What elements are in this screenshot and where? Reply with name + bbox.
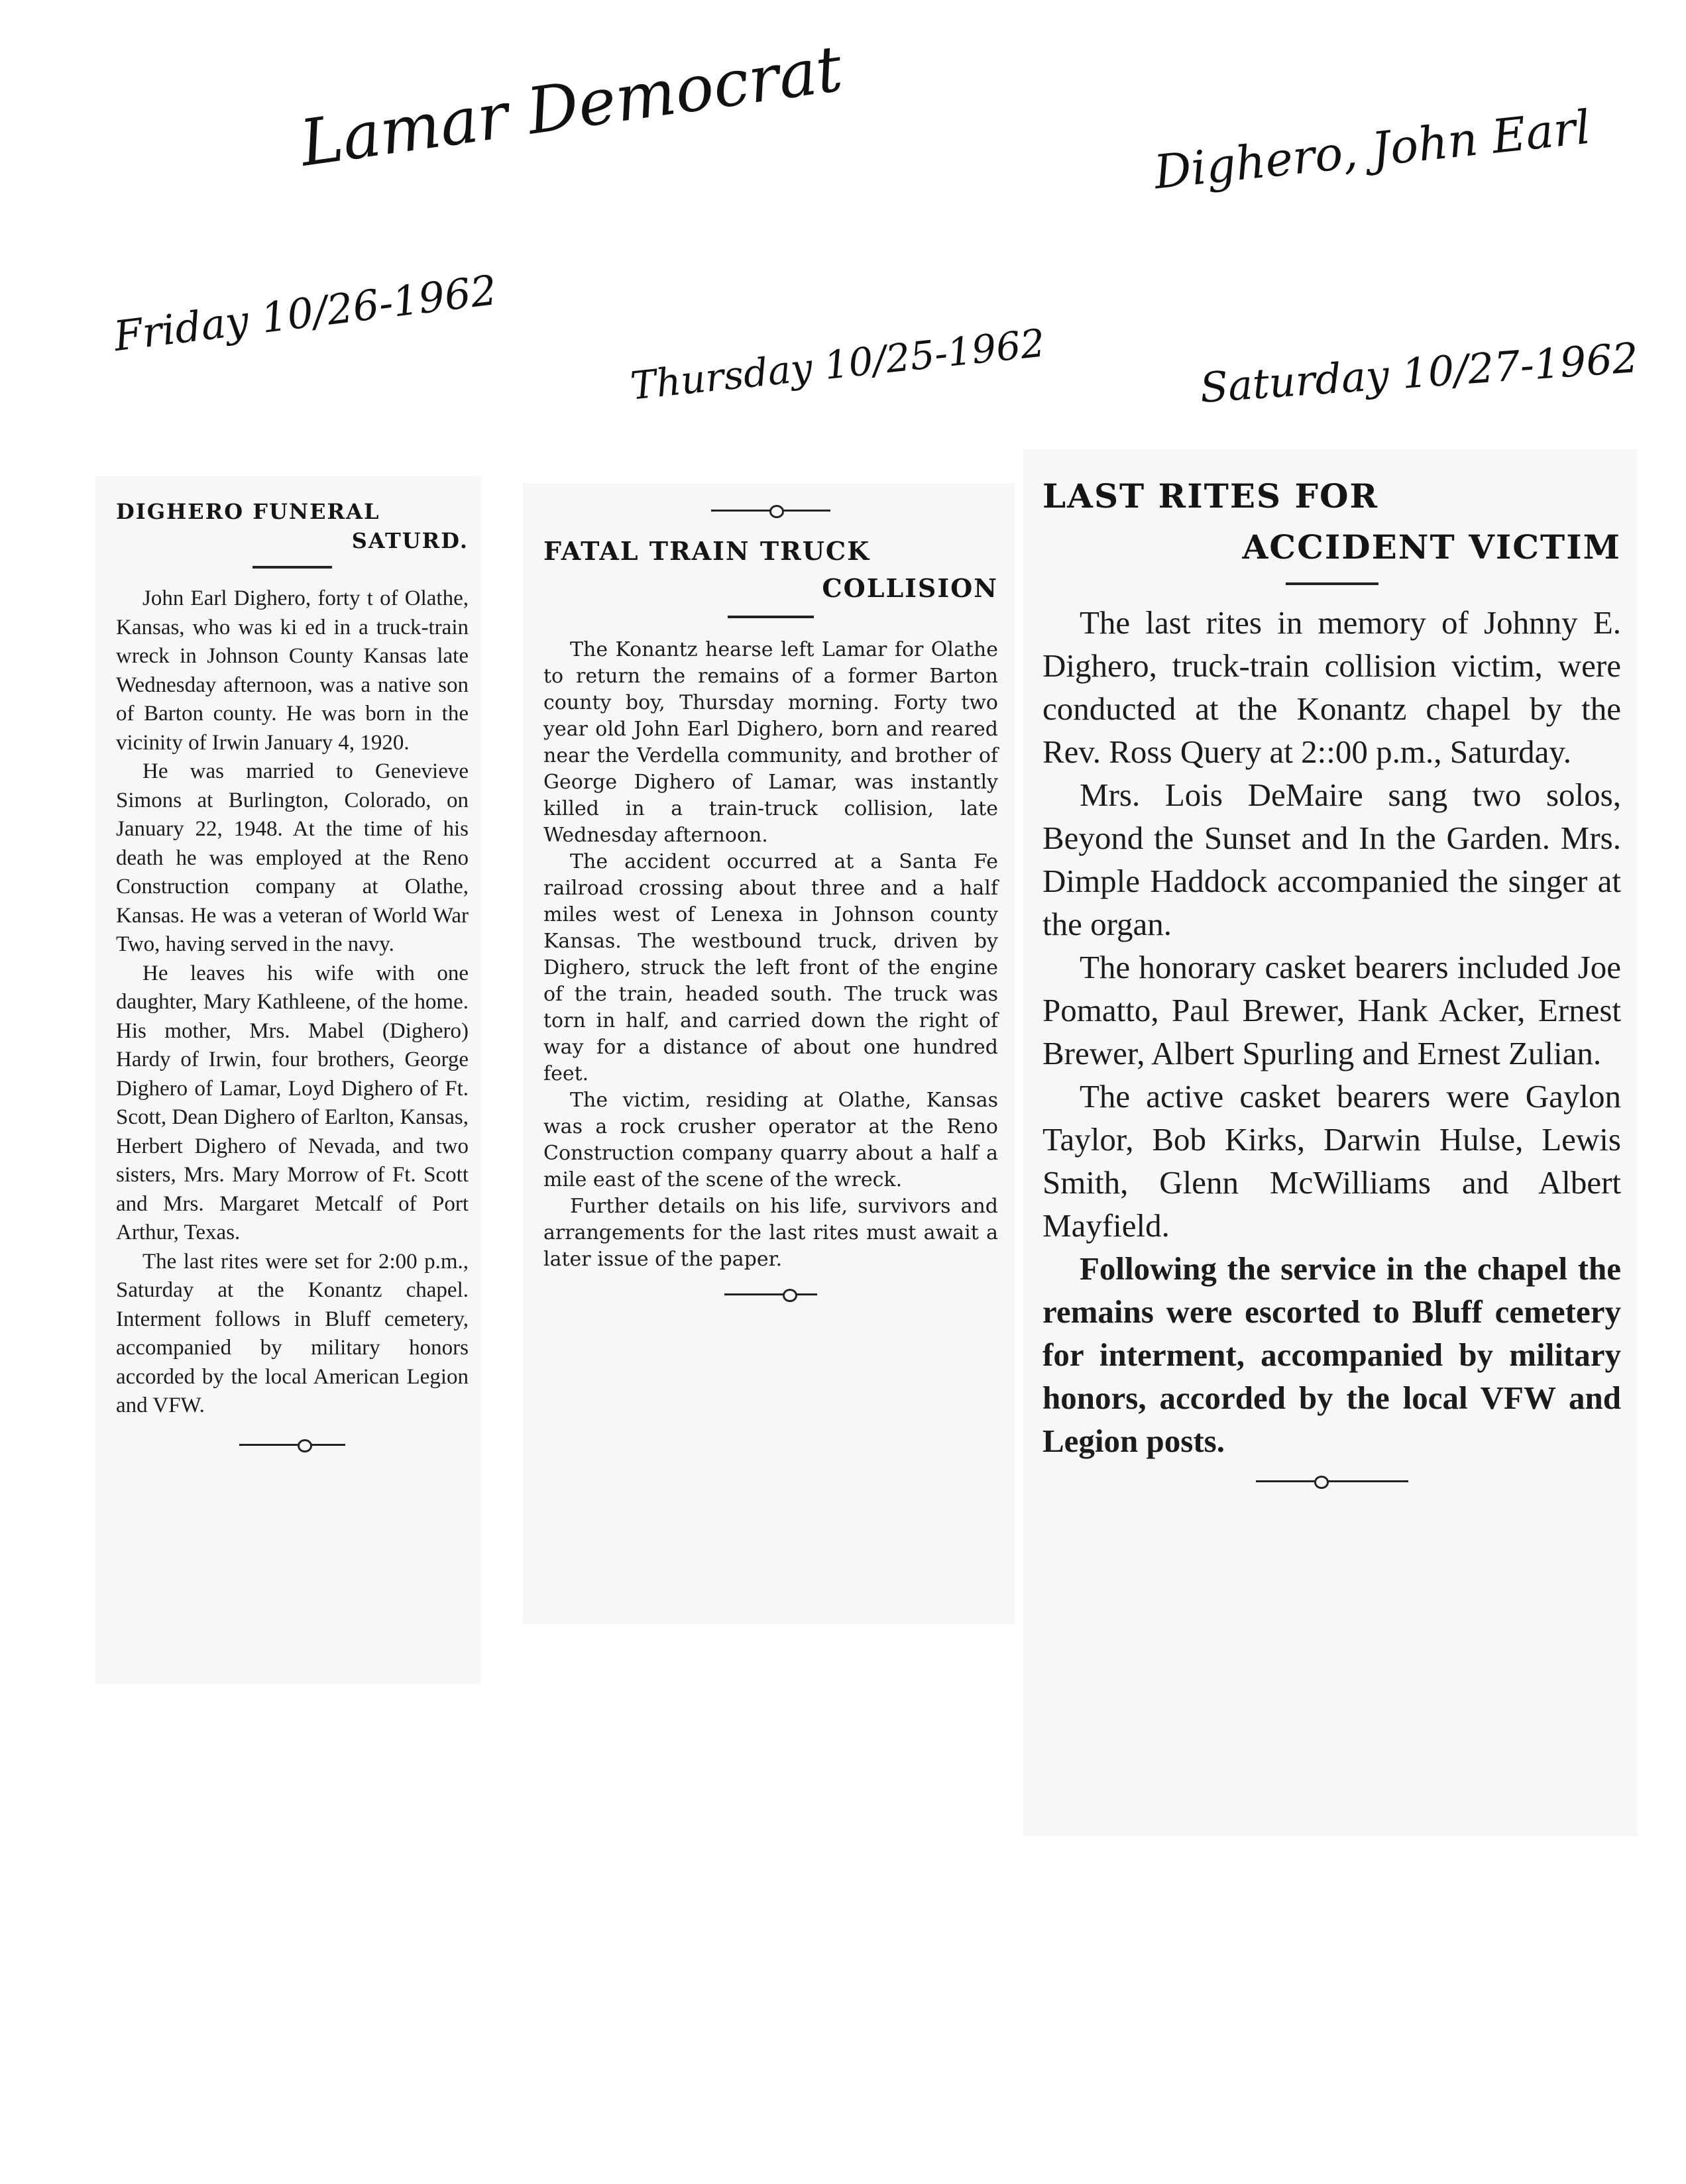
clipping-dighero-funeral [96,477,480,1683]
article-paragraph: The honorary casket bearers included Joe Pomatto, Paul Brewer, Hank Acker, Ernest Brewer, Albert Spurling and Ernest Zulian. [1042,949,1621,1071]
clipping-fatal-train-truck-collision [524,484,1014,1623]
article-paragraph: The Konantz hearse left Lamar for Olathe to return the remains of a former Barton county boy, Thursday morning. Forty two year old John Earl Dighero, born and reared near the Verdella community, and brother of George Dighero of Lamar, was instantly killed in a train-truck collision, late Wednesday afternoon. [543,638,998,847]
headline-line-2: SATURD. [351,528,469,553]
end-mark [724,1287,817,1301]
handwritten-date-center: Thursday 10/25-1962 [628,320,1047,409]
headline-line-2: ACCIDENT VICTIM [1242,527,1621,567]
article-paragraph: Further details on his life, survivors and arrangements for the last rites must await a later issue of the paper. [543,1195,998,1271]
handwritten-date-left: Friday 10/26-1962 [111,265,500,361]
headline-rule [1286,582,1378,585]
headline-line-1: FATAL TRAIN TRUCK [543,536,871,566]
article-paragraph: The victim, residing at Olathe, Kansas was a rock crusher operator at the Reno Construction company quarry about a half a mile east of the scene of the wreck. [543,1089,998,1191]
handwritten-publication: Lamar Democrat [296,31,847,181]
article-paragraph: Mrs. Lois DeMaire sang two solos, Beyond the Sunset and In the Garden. Mrs. Dimple Haddock accompanied the singer at the organ. [1042,777,1621,942]
headline-line-1: DIGHERO FUNERAL [116,499,380,524]
article-paragraph: He leaves his wife with one daughter, Mary Kathleene, of the home. His mother, Mrs. Mabel (Dighero) Hardy of Irwin, four brothers, George Dighero of Lamar, Loyd Dighero of Ft. Scott, Dean Dighero of Earlton, Kansas, Herbert Dighero of Nevada, and two sisters, Mrs. Mary Morrow of Ft. Scott and Mrs. Margaret Metcalf of Port Arthur, Texas. [116,961,469,1244]
article-body [116,584,469,1421]
end-mark [239,1438,345,1451]
article-paragraph: The active casket bearers were Gaylon Taylor, Bob Kirks, Darwin Hulse, Lewis Smith, Glenn McWilliams and Albert Mayfield. [1042,1078,1621,1244]
handwritten-subject-name: Dighero, John Earl [1151,99,1593,200]
article-body [1042,601,1621,1462]
article-paragraph: The last rites were set for 2:00 p.m., Saturday at the Konantz chapel. Interment follows in Bluff cemetery, accompanied by military honors accorded by the local American Legion and VFW. [116,1249,469,1417]
top-mark [711,504,830,517]
headline-line-1: LAST RITES FOR [1042,476,1379,516]
headline-rule [253,566,332,569]
article-paragraph: He was married to Genevieve Simons at Burlington, Colorado, on January 22, 1948. At the time of his death he was employed at the Reno Construction company at Olathe, Kansas. He was a veteran of World War Two, having served in the navy. [116,759,469,956]
end-mark [1256,1474,1408,1488]
handwritten-date-right: Saturday 10/27-1962 [1198,333,1640,413]
clipping-last-rites-accident-victim [1024,451,1637,1835]
article-paragraph: Following the service in the chapel the remains were escorted to Bluff cemetery for interment, accompanied by military honors, accorded by the local VFW and Legion posts. [1042,1250,1621,1459]
article-body [543,637,998,1273]
article-paragraph: John Earl Dighero, forty t of Olathe, Kansas, who was ki ed in a truck-train wreck in Johnson County Kansas late Wednesday afternoon, was a native son of Barton county. He was born in the vicinity of Irwin January 4, 1920. [116,586,469,755]
article-paragraph: The accident occurred at a Santa Fe railroad crossing about three and a half miles west of Lenexa in Johnson county Kansas. The westbound truck, driven by Dighero, struck the left front of the engine of the train, headed south. The truck was torn in half, and carried down the right of way for a distance of about one hundred feet. [543,850,998,1085]
headline-rule [728,616,814,618]
article-paragraph: The last rites in memory of Johnny E. Dighero, truck-train collision victim, were conducted at the Konantz chapel by the Rev. Ross Query at 2::00 p.m., Saturday. [1042,604,1621,770]
headline-line-2: COLLISION [822,573,998,603]
